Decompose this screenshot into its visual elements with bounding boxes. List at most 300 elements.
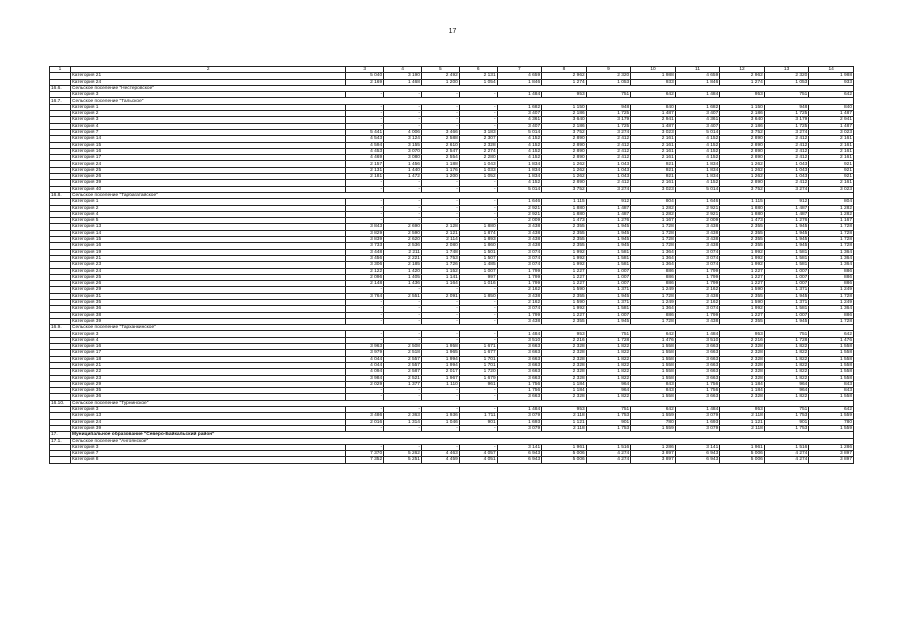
value-cell: 3 438 (497, 224, 542, 230)
value-cell: 2 508 (384, 344, 422, 350)
value-cell: 7 370 (346, 451, 384, 457)
value-cell: 3 438 (497, 293, 542, 299)
value-cell: - (384, 199, 422, 205)
value-cell: 3 438 (497, 243, 542, 249)
value-cell: 3 074 (675, 306, 720, 312)
category-name: Категория 3 (71, 117, 346, 123)
value-cell: 2 328 (720, 362, 765, 368)
value-cell: 2 118 (542, 425, 587, 431)
value-cell: 2 941 (809, 117, 854, 123)
value-cell: 1 227 (542, 281, 587, 287)
category-name: Категория 17 (71, 350, 346, 356)
value-cell: 2 690 (384, 224, 422, 230)
category-name: Категория 22 (71, 369, 346, 375)
value-cell: 1 558 (809, 369, 854, 375)
value-cell: 2 355 (720, 230, 765, 236)
value-cell: - (346, 180, 384, 186)
value-cell: 1 880 (542, 205, 587, 211)
value-cell: 1 799 (497, 281, 542, 287)
value-cell: 2 547 (421, 148, 459, 154)
value-cell: 912 (586, 199, 631, 205)
value-cell: - (384, 425, 422, 431)
category-name: Категория 1 (71, 104, 346, 110)
value-cell: 1 725 (586, 123, 631, 129)
value-cell: 1 753 (764, 413, 809, 419)
value-cell: 1 053 (764, 79, 809, 85)
value-cell: 1 799 (675, 268, 720, 274)
value-cell: - (384, 444, 422, 450)
value-cell: 1 992 (720, 249, 765, 255)
value-cell: 4 152 (675, 142, 720, 148)
value-cell: 2 363 (384, 413, 422, 419)
value-cell: 2 412 (586, 142, 631, 148)
value-cell: 1 184 (720, 388, 765, 394)
value-cell: 1 728 (809, 318, 854, 324)
value-cell: - (421, 318, 459, 324)
value-cell: 964 (764, 388, 809, 394)
category-name: Категория 16 (71, 148, 346, 154)
value-cell: - (459, 306, 497, 312)
page-number: 17 (448, 28, 457, 35)
value-cell: 3 456 (346, 255, 384, 261)
value-cell: 4 152 (497, 180, 542, 186)
value-cell: 1 988 (631, 73, 676, 79)
value-cell: 1 581 (764, 306, 809, 312)
value-cell: 1 682 (497, 104, 542, 110)
value-cell: 2 921 (675, 211, 720, 217)
value-cell: 1 558 (809, 344, 854, 350)
value-cell: 1 677 (459, 350, 497, 356)
value-cell: 1 115 (720, 199, 765, 205)
value-cell: 1 377 (384, 381, 422, 387)
value-cell: 3 897 (631, 457, 676, 463)
value-cell: 1 227 (720, 281, 765, 287)
value-cell: 5 006 (542, 457, 587, 463)
value-cell: 2 162 (675, 287, 720, 293)
category-name: Категория 36 (71, 394, 346, 400)
value-cell: 4 044 (346, 356, 384, 362)
category-name: Категория 39 (71, 180, 346, 186)
category-name: Категория 36 (71, 306, 346, 312)
value-cell: 1 456 (384, 161, 422, 167)
value-cell: 2 328 (542, 369, 587, 375)
value-cell: 1 150 (720, 104, 765, 110)
value-cell: 1 701 (459, 356, 497, 362)
value-cell: 3 438 (497, 318, 542, 324)
value-cell: 2 328 (720, 375, 765, 381)
value-cell: 3 179 (586, 117, 631, 123)
value-cell: 2 211 (384, 249, 422, 255)
column-header: 9 (586, 67, 631, 73)
value-cell: 1 590 (542, 299, 587, 305)
value-cell: 961 (459, 381, 497, 387)
category-name: Категория 24 (71, 419, 346, 425)
value-cell: 843 (631, 388, 676, 394)
value-cell: 3 023 (809, 129, 854, 135)
value-cell: 4 152 (497, 142, 542, 148)
value-cell: 751 (764, 331, 809, 337)
value-cell: 2 962 (542, 73, 587, 79)
value-cell: 1 043 (586, 167, 631, 173)
value-cell: 4 459 (421, 457, 459, 463)
value-cell: 3 663 (675, 362, 720, 368)
table-row (50, 457, 854, 463)
value-cell: - (421, 199, 459, 205)
value-cell: 1 184 (542, 381, 587, 387)
value-cell: 1 121 (720, 419, 765, 425)
value-cell: 1 834 (497, 167, 542, 173)
value-cell: 3 438 (675, 237, 720, 243)
value-cell: 2 610 (421, 142, 459, 148)
value-cell: 1 834 (497, 174, 542, 180)
value-cell: 1 874 (459, 230, 497, 236)
section-name: Сельское поселение "Тальское" (71, 98, 854, 104)
value-cell: 886 (809, 274, 854, 280)
value-cell: 3 183 (459, 129, 497, 135)
value-cell: 1 834 (675, 174, 720, 180)
value-cell: 2 890 (542, 180, 587, 186)
value-cell: 4 594 (346, 142, 384, 148)
value-cell: 1 720 (459, 369, 497, 375)
value-cell: 3 124 (384, 136, 422, 142)
value-cell: 1 822 (586, 375, 631, 381)
value-cell: 1 748 (421, 249, 459, 255)
value-cell: 1 282 (809, 211, 854, 217)
category-name: Категория 3 (71, 92, 346, 98)
value-cell: 886 (809, 268, 854, 274)
value-cell: 2 890 (542, 148, 587, 154)
value-cell: - (346, 299, 384, 305)
value-cell: - (346, 218, 384, 224)
value-cell: 1 880 (720, 205, 765, 211)
value-cell: 2 492 (421, 73, 459, 79)
value-cell: 4 152 (675, 148, 720, 154)
value-cell: - (421, 331, 459, 337)
value-cell: 1 726 (421, 262, 459, 268)
value-cell: 921 (809, 161, 854, 167)
value-cell: 4 274 (764, 457, 809, 463)
value-cell: 1 799 (497, 268, 542, 274)
value-cell: - (421, 211, 459, 217)
value-cell: 1 822 (764, 344, 809, 350)
value-cell: 1 850 (459, 293, 497, 299)
value-cell: 2 355 (720, 224, 765, 230)
value-cell: 2 921 (497, 211, 542, 217)
category-name: Категория 29 (71, 287, 346, 293)
value-cell: 1 472 (384, 174, 422, 180)
value-cell: 1 007 (764, 312, 809, 318)
value-cell: 1 501 (459, 249, 497, 255)
value-cell: 1 262 (542, 161, 587, 167)
value-cell: 843 (631, 381, 676, 387)
value-cell: 1 753 (421, 255, 459, 261)
value-cell: 1 468 (384, 79, 422, 85)
value-cell: 2 080 (421, 243, 459, 249)
value-cell: 2 122 (346, 268, 384, 274)
value-cell: 3 663 (497, 362, 542, 368)
value-cell: 1 945 (764, 237, 809, 243)
value-cell: 1 679 (459, 375, 497, 381)
value-cell: 2 161 (809, 148, 854, 154)
value-cell: 1 581 (586, 249, 631, 255)
category-name: Категория 35 (71, 299, 346, 305)
value-cell: 2 118 (542, 413, 587, 419)
value-cell: - (346, 92, 384, 98)
value-cell: 1 834 (497, 161, 542, 167)
value-cell: 1 753 (764, 425, 809, 431)
category-name: Категория 24 (71, 161, 346, 167)
value-cell: 3 079 (497, 425, 542, 431)
value-cell: 3 407 (497, 123, 542, 129)
value-cell: 2 157 (346, 161, 384, 167)
category-name: Категория 35 (71, 388, 346, 394)
value-cell: - (384, 337, 422, 343)
category-name: Категория 25 (71, 167, 346, 173)
category-name: Категория 16 (71, 243, 346, 249)
value-cell: 2 328 (720, 394, 765, 400)
value-cell: - (384, 123, 422, 129)
value-cell: 2 554 (421, 155, 459, 161)
value-cell: 3 141 (675, 444, 720, 450)
value-cell: 1 728 (809, 230, 854, 236)
value-cell: 2 016 (346, 419, 384, 425)
value-cell: 1 846 (497, 79, 542, 85)
value-cell: - (346, 211, 384, 217)
value-cell: 1 860 (459, 243, 497, 249)
value-cell: 1 581 (764, 262, 809, 268)
value-cell: 3 407 (675, 123, 720, 129)
value-cell: 1 043 (764, 167, 809, 173)
value-cell: 953 (542, 331, 587, 337)
value-cell: 1 364 (809, 306, 854, 312)
value-cell: 1 007 (459, 268, 497, 274)
value-cell: 1 484 (675, 92, 720, 98)
value-cell: 2 161 (631, 155, 676, 161)
value-cell: 1 994 (421, 356, 459, 362)
category-name: Категория 38 (71, 312, 346, 318)
value-cell: 2 328 (542, 356, 587, 362)
value-cell: 1 167 (809, 218, 854, 224)
category-name: Категория 13 (71, 413, 346, 419)
value-cell: 3 274 (764, 186, 809, 192)
value-cell: 3 274 (586, 129, 631, 135)
value-cell: 2 121 (421, 230, 459, 236)
value-cell: 1 693 (675, 419, 720, 425)
column-header: 12 (720, 67, 765, 73)
value-cell: 3 438 (675, 293, 720, 299)
value-cell: 1 276 (586, 218, 631, 224)
value-cell: 5 014 (675, 186, 720, 192)
value-cell: 2 186 (720, 111, 765, 117)
value-cell: - (346, 104, 384, 110)
value-cell: 3 074 (675, 249, 720, 255)
value-cell: 886 (809, 281, 854, 287)
value-cell: 3 752 (720, 129, 765, 135)
value-cell: - (421, 186, 459, 192)
value-cell: - (384, 180, 422, 186)
value-cell: 2 186 (720, 123, 765, 129)
value-cell: 2 320 (764, 73, 809, 79)
value-cell: 4 469 (346, 155, 384, 161)
value-cell: 1 961 (720, 444, 765, 450)
value-cell: 2 355 (720, 293, 765, 299)
value-cell: 2 587 (384, 369, 422, 375)
category-name: Категория 13 (71, 224, 346, 230)
value-cell: - (459, 394, 497, 400)
value-cell: 1 799 (497, 312, 542, 318)
value-cell: 1 558 (631, 394, 676, 400)
value-cell: 1 646 (497, 199, 542, 205)
value-cell: 1 728 (631, 230, 676, 236)
value-cell: 1 262 (720, 167, 765, 173)
value-cell: - (459, 312, 497, 318)
category-name: Категория 7 (71, 129, 346, 135)
value-cell: 1 559 (809, 425, 854, 431)
value-cell: 1 822 (764, 394, 809, 400)
row-code-cell (50, 457, 71, 463)
value-cell: 933 (631, 79, 676, 85)
value-cell: 1 007 (586, 268, 631, 274)
value-cell: - (346, 306, 384, 312)
value-cell: 2 186 (542, 111, 587, 117)
value-cell: 1 992 (720, 306, 765, 312)
value-cell: 1 007 (586, 274, 631, 280)
value-cell: 1 936 (421, 413, 459, 419)
value-cell: 5 251 (384, 457, 422, 463)
value-cell: 3 023 (631, 186, 676, 192)
value-cell: 921 (809, 167, 854, 173)
section-code: 17.1. (50, 438, 71, 444)
value-cell: 3 663 (675, 344, 720, 350)
value-cell: - (346, 287, 384, 293)
value-cell: 642 (809, 331, 854, 337)
value-cell: - (384, 388, 422, 394)
value-cell: - (384, 299, 422, 305)
value-cell: 1 007 (586, 312, 631, 318)
value-cell: 6 943 (675, 451, 720, 457)
category-name: Категория 31 (71, 293, 346, 299)
value-cell: 1 054 (459, 79, 497, 85)
value-cell: 4 152 (497, 155, 542, 161)
value-cell: 2 009 (675, 218, 720, 224)
category-name: Категория 2 (71, 111, 346, 117)
value-cell: 751 (764, 92, 809, 98)
category-name: Категория 8 (71, 457, 346, 463)
value-cell: 1 286 (809, 444, 854, 450)
value-cell: 1 371 (586, 299, 631, 305)
value-cell: 1 484 (497, 331, 542, 337)
value-cell: 1 473 (542, 218, 587, 224)
value-cell: 1 184 (542, 388, 587, 394)
value-cell: 1 274 (720, 79, 765, 85)
value-cell: 1 249 (631, 287, 676, 293)
value-cell: 2 161 (631, 142, 676, 148)
value-cell: - (346, 407, 384, 413)
value-cell: 1 822 (586, 344, 631, 350)
value-cell: 1 487 (764, 205, 809, 211)
value-cell: 3 897 (631, 451, 676, 457)
value-cell: 3 079 (497, 413, 542, 419)
value-cell: 2 118 (720, 425, 765, 431)
value-cell: 1 945 (586, 237, 631, 243)
value-cell: 2 181 (346, 174, 384, 180)
value-cell: 3 023 (631, 129, 676, 135)
value-cell: 1 988 (809, 73, 854, 79)
value-cell: - (384, 394, 422, 400)
value-cell: 1 043 (764, 174, 809, 180)
section-code: 16.10. (50, 400, 71, 406)
value-cell: 1 834 (675, 161, 720, 167)
value-cell: 2 096 (346, 274, 384, 280)
value-cell: 1 671 (459, 344, 497, 350)
value-cell: - (346, 318, 384, 324)
value-cell: - (384, 104, 422, 110)
value-cell: 804 (809, 199, 854, 205)
value-cell: 804 (631, 199, 676, 205)
value-cell: 1 516 (586, 444, 631, 450)
value-cell: 2 118 (720, 413, 765, 419)
category-name: Категория 29 (71, 381, 346, 387)
value-cell: 1 558 (631, 362, 676, 368)
value-cell: 886 (631, 274, 676, 280)
value-cell: 3 663 (497, 369, 542, 375)
value-cell: 2 355 (542, 230, 587, 236)
section-name: Сельское поселение "Ангоянское" (71, 438, 854, 444)
value-cell: - (384, 117, 422, 123)
category-name: Категория 18 (71, 356, 346, 362)
value-cell: 3 074 (675, 262, 720, 268)
value-cell: 751 (586, 407, 631, 413)
value-cell: 1 164 (421, 281, 459, 287)
value-cell: 2 274 (459, 148, 497, 154)
value-cell: 3 984 (346, 375, 384, 381)
value-cell: 2 921 (675, 205, 720, 211)
value-cell: 2 162 (675, 299, 720, 305)
value-cell: 3 438 (497, 237, 542, 243)
value-cell: 4 152 (675, 136, 720, 142)
value-cell: 4 274 (586, 451, 631, 457)
value-cell: 2 328 (542, 344, 587, 350)
value-cell: - (459, 180, 497, 186)
value-cell: 1 756 (675, 381, 720, 387)
value-cell: 2 029 (346, 381, 384, 387)
value-cell: 2 161 (809, 142, 854, 148)
value-cell: 1 007 (586, 281, 631, 287)
value-cell: 1 728 (586, 337, 631, 343)
value-cell: 2 328 (542, 394, 587, 400)
value-cell: 3 274 (764, 129, 809, 135)
value-cell: 1 262 (720, 161, 765, 167)
category-name: Категория 21 (71, 362, 346, 368)
value-cell: 1 945 (764, 224, 809, 230)
value-cell: 6 943 (497, 451, 542, 457)
value-cell: 886 (631, 312, 676, 318)
category-name: Категория 15 (71, 142, 346, 148)
value-cell: 1 274 (542, 79, 587, 85)
value-cell: 1 043 (586, 161, 631, 167)
value-cell: 1 364 (631, 255, 676, 261)
value-cell: 1 188 (421, 161, 459, 167)
category-name: Категория 23 (71, 262, 346, 268)
value-cell: 1 945 (586, 230, 631, 236)
value-cell: 2 412 (764, 180, 809, 186)
value-cell: 642 (809, 407, 854, 413)
value-cell: - (421, 287, 459, 293)
value-cell: - (459, 111, 497, 117)
value-cell: - (421, 92, 459, 98)
value-cell: 1 487 (586, 211, 631, 217)
value-cell: 5 441 (346, 129, 384, 135)
